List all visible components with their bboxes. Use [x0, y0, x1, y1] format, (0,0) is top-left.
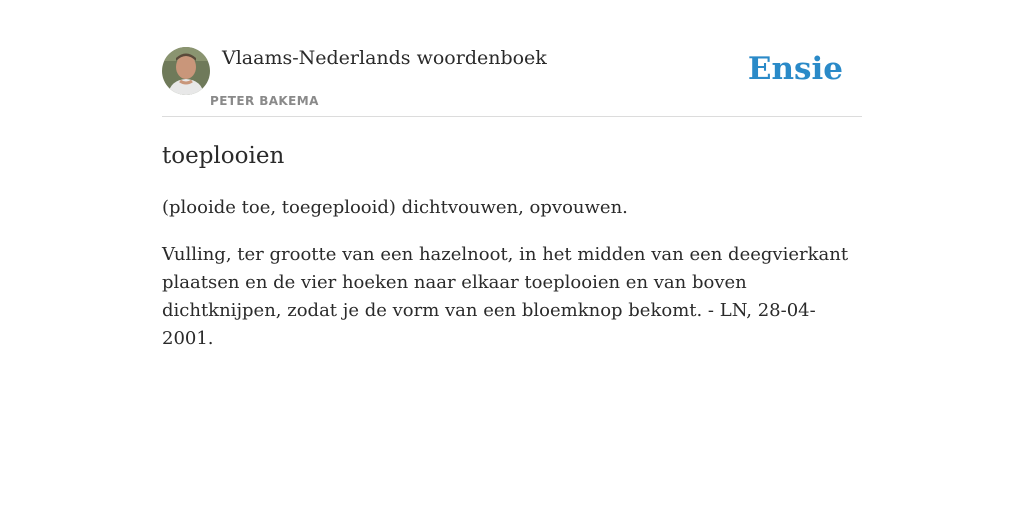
- author-avatar[interactable]: [162, 47, 210, 95]
- definition-text: (plooide toe, toegeplooid) dichtvouwen, opvouwen.: [162, 197, 628, 218]
- dictionary-title[interactable]: Vlaams-Nederlands woordenboek: [222, 47, 547, 69]
- author-name[interactable]: PETER BAKEMA: [210, 94, 319, 108]
- entry-header: [162, 46, 862, 117]
- example-text: Vulling, ter grootte van een hazelnoot, in het midden van een deegvierkant plaatsen en de vier hoeken naar elkaar toeplooien en van boven dichtknijpen, zodat je de vorm van een bloemknop bekomt. - LN, 28-04-2001.: [162, 244, 849, 349]
- entry-card: [162, 46, 862, 353]
- avatar-photo-icon: [162, 47, 210, 95]
- ensie-logo[interactable]: Ensie: [747, 51, 843, 87]
- headword: toeplooien: [162, 143, 285, 169]
